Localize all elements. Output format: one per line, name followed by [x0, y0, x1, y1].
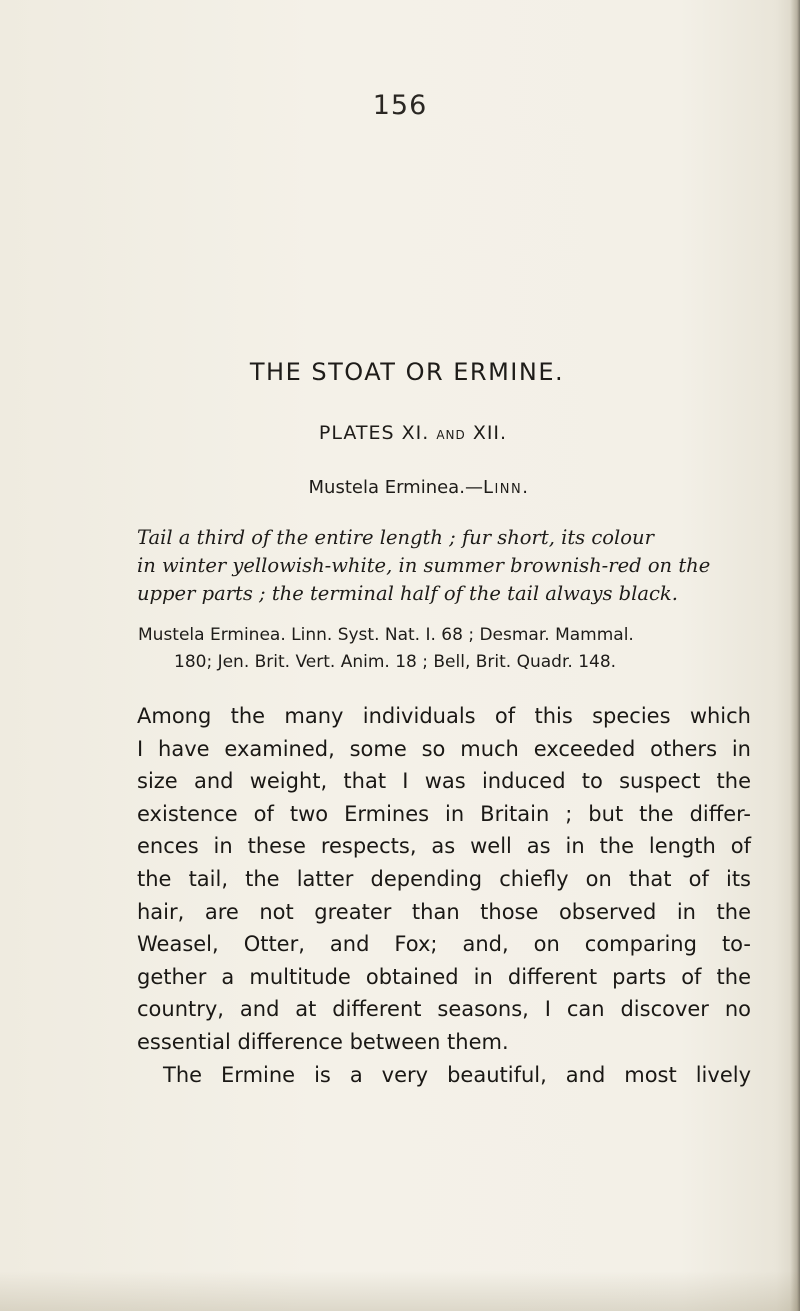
- description-line: Tail a third of the entire length ; fur short, its colour: [137, 526, 654, 549]
- body-text: [137, 700, 751, 1091]
- body-line: the tail, the latter depending chiefly on that of its: [137, 866, 751, 891]
- chapter-title: THE STOAT OR ERMINE.: [249, 358, 565, 386]
- species-name: Mustela Erminea.: [308, 477, 465, 498]
- body-line: Among the many individuals of this species which: [137, 704, 751, 728]
- page-number: 156: [372, 90, 428, 121]
- body-line: I have examined, some so much exceeded others in: [137, 736, 751, 761]
- body-line: gether a multitude obtained in different parts of the: [137, 964, 751, 989]
- plates-prefix: PLATES XI.: [318, 422, 430, 444]
- description-line: upper parts ; the terminal half of the tail always black.: [137, 582, 678, 605]
- species-dash: —: [464, 477, 483, 498]
- body-line: Weasel, Otter, and Fox; and, on comparing to-: [137, 932, 751, 957]
- body-line: The Ermine is a very beautiful, and most lively: [163, 1062, 751, 1087]
- body-line: ences in these respects, as well as in the length of: [137, 834, 751, 859]
- body-line: country, and at different seasons, I can discover no: [137, 997, 751, 1022]
- plates-reference: [0, 422, 800, 444]
- body-line: size and weight, that I was induced to suspect the: [137, 769, 751, 794]
- page-bottom-stain: [0, 1271, 800, 1311]
- plates-suffix: XII.: [472, 422, 508, 444]
- body-line: essential difference between them.: [137, 1029, 509, 1054]
- body-line: existence of two Ermines in Britain ; but the differ-: [137, 801, 751, 826]
- synonymy-line: 180; Jen. Brit. Vert. Anim. 18 ; Bell, Brit. Quadr. 148.: [174, 652, 617, 672]
- plates-conjunction: AND: [436, 428, 466, 442]
- synonymy-references: [138, 622, 750, 676]
- page-edge-shadow: [790, 0, 800, 1311]
- body-line: hair, are not greater than those observed in the: [137, 899, 751, 924]
- description-line: in winter yellowish-white, in summer brownish-red on the: [137, 554, 711, 577]
- synonymy-line: Mustela Erminea. Linn. Syst. Nat. I. 68 ; Desmar. Mammal.: [138, 625, 634, 645]
- species-authority: Linn.: [482, 477, 530, 498]
- species-description: [137, 524, 747, 608]
- species-line: [0, 477, 800, 498]
